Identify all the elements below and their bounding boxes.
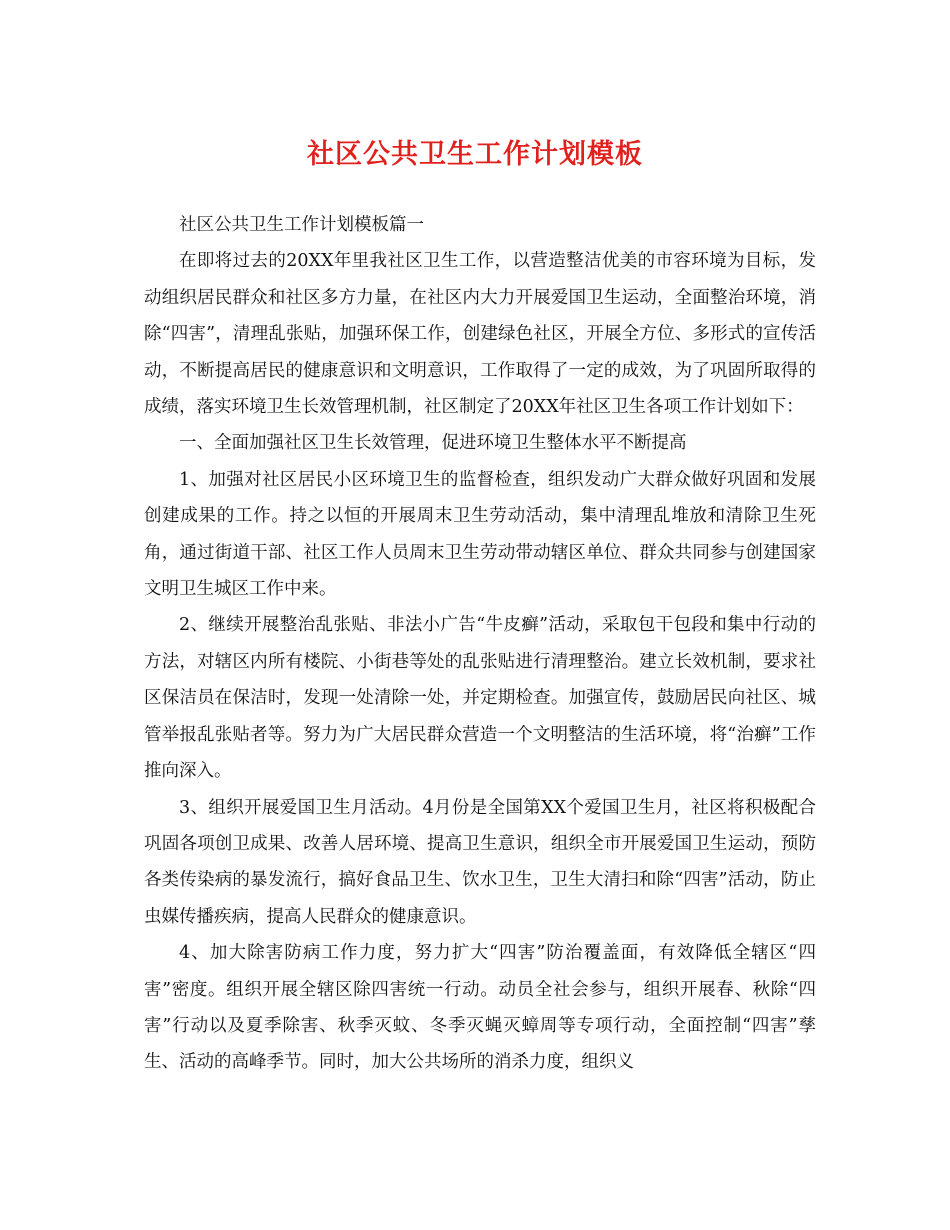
item-paragraph-2: 2、继续开展整治乱张贴、非法小广告“牛皮癣”活动，采取包干包段和集中行动的方法，对辖区内所有楼院、小街巷等处的乱张贴进行清理整治。建立长效机制，要求社区保洁员在保洁时，发现一处清除一处，并定期检查。加强宣传，鼓励居民向社区、城管举报乱张贴者等。努力为广大居民群众营造一个文明整洁的生活环境，将“治癣”工作推向深入。 bbox=[144, 615, 816, 782]
item-paragraph-1: 1、加强对社区居民小区环境卫生的监督检查，组织发动广大群众做好巩固和发展创建成果的工作。持之以恒的开展周末卫生劳动活动，集中清理乱堆放和清除卫生死角，通过街道干部、社区工作人员周末卫生劳动带动辖区单位、群众共同参与创建国家文明卫生城区工作中来。 bbox=[144, 469, 816, 600]
document-title: 社区公共卫生工作计划模板 bbox=[307, 139, 643, 170]
intro-paragraph: 在即将过去的20XX年里我社区卫生工作，以营造整洁优美的市容环境为目标，发动组织居民群众和社区多方力量，在社区内大力开展爱国卫生运动，全面整治环境，消除“四害”，清理乱张贴，加强环保工作，创建绿色社区，开展全方位、多形式的宣传活动，不断提高居民的健康意识和文明意识，工作取得了一定的成效，为了巩固所取得的成绩，落实环境卫生长效管理机制，社区制定了20XX年社区卫生各项工作计划如下： bbox=[144, 251, 816, 418]
item-paragraph-3: 3、组织开展爱国卫生月活动。4月份是全国第XX个爱国卫生月，社区将积极配合巩固各项创卫成果、改善人居环境、提高卫生意识，组织全市开展爱国卫生运动，预防各类传染病的暴发流行，搞好食品卫生、饮水卫生，卫生大清扫和除“四害”活动，防止虫媒传播疾病，提高人民群众的健康意识。 bbox=[144, 797, 816, 927]
document-body bbox=[144, 207, 816, 1081]
item-paragraph-4: 4、加大除害防病工作力度，努力扩大“四害”防治覆盖面，有效降低全辖区“四害”密度。组织开展全辖区除四害统一行动。动员全社会参与，组织开展春、秋除“四害”行动以及夏季除害、秋季灭蚊、冬季灭蝇灭蟑周等专项行动，全面控制“四害”孳生、活动的高峰季节。同时，加大公共场所的消杀力度，组织义 bbox=[144, 943, 816, 1073]
section-heading: 社区公共卫生工作计划模板篇一 bbox=[179, 215, 424, 235]
part-heading: 一、全面加强社区卫生长效管理，促进环境卫生整体水平不断提高 bbox=[179, 433, 687, 454]
